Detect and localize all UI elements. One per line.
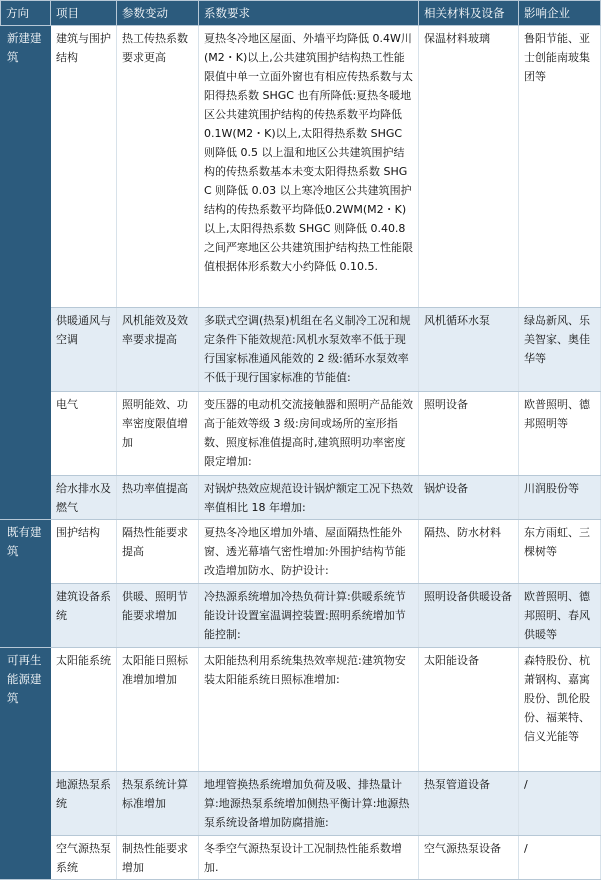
direction-cell-new-buildings bbox=[1, 26, 51, 520]
cell-param: 制热性能要求增加 bbox=[117, 836, 199, 880]
cell-enterprises: 森特股份、杭萧钢构、嘉寓股份、凯伦股份、福莱特、信义光能等 bbox=[519, 648, 601, 772]
cell-requirement: 夏热冬冷地区增加外墙、屋面隔热性能外窗、透光幕墙气密性增加:外围护结构节能改造增加防水、防护设计: bbox=[199, 520, 419, 584]
cell-item: 给水排水及燃气 bbox=[51, 476, 117, 520]
cell-enterprises: 东方雨虹、三棵树等 bbox=[519, 520, 601, 584]
table-row bbox=[1, 476, 601, 520]
cell-param: 隔热性能要求提高 bbox=[117, 520, 199, 584]
cell-materials: 空气源热泵设备 bbox=[419, 836, 519, 880]
cell-requirement: 对锅炉热效应规范设计锅炉额定工况下热效率值相比 18 年增加: bbox=[199, 476, 419, 520]
header-param-change: 参数变动 bbox=[117, 1, 199, 26]
cell-requirement: 变压器的电动机交流接触器和照明产品能效高于能效等级 3 级:房间或场所的室形指数、照度标准值提高时,建筑照明功率密度限定增加: bbox=[199, 392, 419, 476]
cell-param: 太阳能日照标准增加增加 bbox=[117, 648, 199, 772]
cell-param: 热功率值提高 bbox=[117, 476, 199, 520]
cell-enterprises: 鲁阳节能、亚士创能南玻集团等 bbox=[519, 26, 601, 308]
cell-materials: 照明设备供暖设备 bbox=[419, 584, 519, 648]
table-header-row bbox=[1, 1, 601, 26]
direction-label: 可再生能源建筑 bbox=[7, 653, 42, 705]
cell-materials: 保温材料玻璃 bbox=[419, 26, 519, 308]
header-coefficient-requirement: 系数要求 bbox=[199, 1, 419, 26]
cell-enterprises: / bbox=[519, 772, 601, 836]
direction-cell-renewable-energy-buildings bbox=[1, 648, 51, 880]
direction-cell-existing-buildings bbox=[1, 520, 51, 648]
cell-item: 太阳能系统 bbox=[51, 648, 117, 772]
cell-enterprises: 欧普照明、德邦照明、春风供暖等 bbox=[519, 584, 601, 648]
header-item: 项目 bbox=[51, 1, 117, 26]
table-row bbox=[1, 772, 601, 836]
header-direction: 方向 bbox=[1, 1, 51, 26]
table-row bbox=[1, 308, 601, 392]
cell-item: 供暖通风与空调 bbox=[51, 308, 117, 392]
cell-requirement: 多联式空调(热泵)机组在名义制冷工况和规定条件下能效规范:风机水泵效率不低于现行国家标准通风能效的 2 级:循环水泵效率不低于现行国家标准的节能值: bbox=[199, 308, 419, 392]
cell-requirement: 冷热源系统增加冷热负荷计算:供暖系统节能设计设置室温调控装置:照明系统增加节能控制: bbox=[199, 584, 419, 648]
direction-label: 新建建筑 bbox=[7, 31, 42, 64]
cell-param: 供暖、照明节能要求增加 bbox=[117, 584, 199, 648]
cell-materials: 隔热、防水材料 bbox=[419, 520, 519, 584]
cell-materials: 热泵管道设备 bbox=[419, 772, 519, 836]
table-row bbox=[1, 392, 601, 476]
header-affected-enterprises: 影响企业 bbox=[519, 1, 601, 26]
cell-enterprises: 川润股份等 bbox=[519, 476, 601, 520]
cell-enterprises: / bbox=[519, 836, 601, 880]
cell-requirement: 地埋管换热系统增加负荷及吸、排热量计算:地源热泵系统增加侧热平衡计算:地源热泵系统设备增加防腐措施: bbox=[199, 772, 419, 836]
cell-param: 风机能效及效率要求提高 bbox=[117, 308, 199, 392]
cell-enterprises: 欧普照明、德邦照明等 bbox=[519, 392, 601, 476]
cell-materials: 太阳能设备 bbox=[419, 648, 519, 772]
table-row bbox=[1, 26, 601, 308]
cell-enterprises: 绿岛新风、乐美智家、奥佳华等 bbox=[519, 308, 601, 392]
direction-label: 既有建筑 bbox=[7, 525, 42, 558]
table-row bbox=[1, 520, 601, 584]
cell-param: 热工传热系数要求更高 bbox=[117, 26, 199, 308]
cell-materials: 锅炉设备 bbox=[419, 476, 519, 520]
cell-materials: 风机循环水泵 bbox=[419, 308, 519, 392]
cell-item: 建筑与围护结构 bbox=[51, 26, 117, 308]
cell-requirement: 夏热冬冷地区屋面、外墙平均降低 0.4W川(M2・K)以上,公共建筑围护结构热工性能限值中单一立面外窗也有相应传热系数与太阳得热系数 SHGC 也有所降低:夏热冬暖地区公共建筑围护结构的传热系数平均降低 0.1W(M2・K)以上,太阳得热系数 SHGC 则降低 0.5 以上温和地区公共建筑围护结构的传热系数基本未变太阳得热系数 SHGC 则降低 0.03 以上寒冷地区公共建筑围护结构的传热系数平均降低0.2WM(M2・K)以上,太阳得热系数 SHGC 则降低 0.40.8 之间严寒地区公共建筑围护结构热工性能限值根据体形系数大小约降低 0.10.5. bbox=[199, 26, 419, 308]
cell-materials: 照明设备 bbox=[419, 392, 519, 476]
cell-item: 建筑设备系统 bbox=[51, 584, 117, 648]
cell-requirement: 太阳能热利用系统集热效率规范:建筑物安装太阳能系统日照标准增加: bbox=[199, 648, 419, 772]
table-row bbox=[1, 584, 601, 648]
cell-item: 围护结构 bbox=[51, 520, 117, 584]
cell-item: 空气源热泵系统 bbox=[51, 836, 117, 880]
cell-item: 地源热泵系统 bbox=[51, 772, 117, 836]
cell-requirement: 冬季空气源热泵设计工况制热性能系数增加. bbox=[199, 836, 419, 880]
table-row bbox=[1, 836, 601, 880]
cell-item: 电气 bbox=[51, 392, 117, 476]
cell-param: 照明能效、功率密度限值增加 bbox=[117, 392, 199, 476]
cell-param: 热泵系统计算标准增加 bbox=[117, 772, 199, 836]
header-materials-equipment: 相关材料及设备 bbox=[419, 1, 519, 26]
table-row bbox=[1, 648, 601, 772]
